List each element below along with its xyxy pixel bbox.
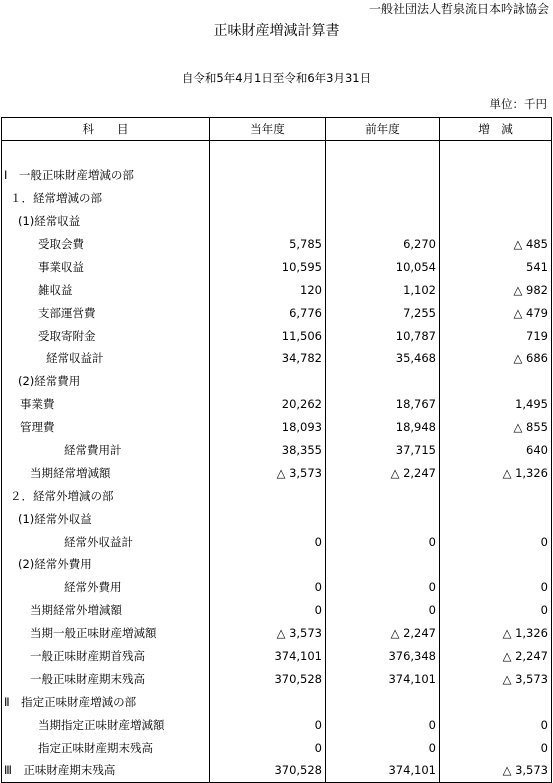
change-value: 0 bbox=[440, 736, 552, 759]
current-year-value: 374,101 bbox=[210, 645, 326, 668]
row-label: 経常収益計 bbox=[2, 347, 210, 370]
previous-year-value: △ 2,247 bbox=[326, 461, 440, 484]
previous-year-value: 6,270 bbox=[326, 233, 440, 256]
change-value: △ 1,326 bbox=[440, 622, 552, 645]
current-year-value: 370,528 bbox=[210, 667, 326, 690]
column-header-change: 増 減 bbox=[440, 118, 552, 141]
change-value bbox=[440, 370, 552, 393]
column-header-account: 科 目 bbox=[2, 118, 210, 141]
current-year-value: 0 bbox=[210, 576, 326, 599]
table-row bbox=[2, 439, 552, 462]
current-year-value bbox=[210, 187, 326, 210]
previous-year-value bbox=[326, 164, 440, 187]
previous-year-value bbox=[326, 690, 440, 713]
current-year-value bbox=[210, 553, 326, 576]
table-row bbox=[2, 690, 552, 713]
previous-year-value: 0 bbox=[326, 713, 440, 736]
previous-year-value: △ 2,247 bbox=[326, 622, 440, 645]
change-value: △ 1,326 bbox=[440, 461, 552, 484]
change-value: 0 bbox=[440, 530, 552, 553]
row-label: (2)経常費用 bbox=[2, 370, 210, 393]
current-year-value: 120 bbox=[210, 278, 326, 301]
current-year-value: 38,355 bbox=[210, 439, 326, 462]
row-label: 雑収益 bbox=[2, 278, 210, 301]
current-year-value: 370,528 bbox=[210, 759, 326, 782]
previous-year-value bbox=[326, 507, 440, 530]
unit-label: 単位：千円 bbox=[489, 97, 547, 111]
row-label: Ⅱ 指定正味財産増減の部 bbox=[2, 690, 210, 713]
table-row bbox=[2, 622, 552, 645]
change-value: △ 3,573 bbox=[440, 667, 552, 690]
row-label: 管理費 bbox=[2, 416, 210, 439]
row-label: 事業収益 bbox=[2, 255, 210, 278]
document-title: 正味財産増減計算書 bbox=[213, 23, 340, 39]
change-value bbox=[440, 187, 552, 210]
column-header-previous-year: 前年度 bbox=[326, 118, 440, 141]
table-row bbox=[2, 530, 552, 553]
row-label: 経常外費用 bbox=[2, 576, 210, 599]
table-row bbox=[2, 347, 552, 370]
change-value: △ 485 bbox=[440, 233, 552, 256]
table-row bbox=[2, 393, 552, 416]
change-value bbox=[440, 507, 552, 530]
table-row bbox=[2, 713, 552, 736]
row-label: ２．経常外増減の部 bbox=[2, 484, 210, 507]
row-label: 指定正味財産期末残高 bbox=[2, 736, 210, 759]
table-row bbox=[2, 645, 552, 668]
previous-year-value bbox=[326, 141, 440, 164]
previous-year-value: 18,767 bbox=[326, 393, 440, 416]
current-year-value bbox=[210, 210, 326, 233]
previous-year-value: 1,102 bbox=[326, 278, 440, 301]
row-label: １．経常増減の部 bbox=[2, 187, 210, 210]
previous-year-value bbox=[326, 210, 440, 233]
current-year-value: △ 3,573 bbox=[210, 461, 326, 484]
table-row bbox=[2, 667, 552, 690]
current-year-value bbox=[210, 141, 326, 164]
row-label: 当期経常増減額 bbox=[2, 461, 210, 484]
row-label: (1)経常外収益 bbox=[2, 507, 210, 530]
row-label bbox=[2, 141, 210, 164]
change-value bbox=[440, 484, 552, 507]
previous-year-value: 37,715 bbox=[326, 439, 440, 462]
row-label: 当期一般正味財産増減額 bbox=[2, 622, 210, 645]
header-row bbox=[2, 118, 552, 141]
table-row bbox=[2, 576, 552, 599]
table-row bbox=[2, 164, 552, 187]
current-year-value: 11,506 bbox=[210, 324, 326, 347]
table-row bbox=[2, 278, 552, 301]
row-label: Ⅲ 正味財産期末残高 bbox=[2, 759, 210, 782]
change-value bbox=[440, 164, 552, 187]
previous-year-value: 0 bbox=[326, 599, 440, 622]
current-year-value: 18,093 bbox=[210, 416, 326, 439]
previous-year-value bbox=[326, 370, 440, 393]
change-value: 0 bbox=[440, 576, 552, 599]
previous-year-value: 10,054 bbox=[326, 255, 440, 278]
previous-year-value: 35,468 bbox=[326, 347, 440, 370]
change-value: 1,495 bbox=[440, 393, 552, 416]
previous-year-value: 0 bbox=[326, 736, 440, 759]
table-row bbox=[2, 210, 552, 233]
current-year-value bbox=[210, 507, 326, 530]
current-year-value bbox=[210, 690, 326, 713]
change-value: △ 479 bbox=[440, 301, 552, 324]
row-label: 受取会費 bbox=[2, 233, 210, 256]
current-year-value: 5,785 bbox=[210, 233, 326, 256]
table-row bbox=[2, 301, 552, 324]
row-label: 一般正味財産期末残高 bbox=[2, 667, 210, 690]
table-row bbox=[2, 141, 552, 164]
previous-year-value: 0 bbox=[326, 530, 440, 553]
change-value: 640 bbox=[440, 439, 552, 462]
column-header-current-year: 当年度 bbox=[210, 118, 326, 141]
statement-table bbox=[1, 117, 552, 783]
change-value: △ 2,247 bbox=[440, 645, 552, 668]
current-year-value: 10,595 bbox=[210, 255, 326, 278]
current-year-value: 0 bbox=[210, 530, 326, 553]
table-row bbox=[2, 461, 552, 484]
row-label: 経常外収益計 bbox=[2, 530, 210, 553]
change-value bbox=[440, 141, 552, 164]
current-year-value bbox=[210, 370, 326, 393]
previous-year-value: 7,255 bbox=[326, 301, 440, 324]
previous-year-value bbox=[326, 187, 440, 210]
row-label: 一般正味財産期首残高 bbox=[2, 645, 210, 668]
table-row bbox=[2, 599, 552, 622]
previous-year-value bbox=[326, 553, 440, 576]
table-row bbox=[2, 484, 552, 507]
change-value bbox=[440, 553, 552, 576]
change-value: 541 bbox=[440, 255, 552, 278]
change-value bbox=[440, 210, 552, 233]
row-label: (2)経常外費用 bbox=[2, 553, 210, 576]
row-label: 事業費 bbox=[2, 393, 210, 416]
change-value: △ 3,573 bbox=[440, 759, 552, 782]
row-label: Ⅰ 一般正味財産増減の部 bbox=[2, 164, 210, 187]
row-label: 当期経常外増減額 bbox=[2, 599, 210, 622]
current-year-value: 20,262 bbox=[210, 393, 326, 416]
previous-year-value: 10,787 bbox=[326, 324, 440, 347]
change-value: △ 855 bbox=[440, 416, 552, 439]
current-year-value: 6,776 bbox=[210, 301, 326, 324]
current-year-value: △ 3,573 bbox=[210, 622, 326, 645]
change-value: 0 bbox=[440, 599, 552, 622]
table-row bbox=[2, 507, 552, 530]
row-label: 支部運営費 bbox=[2, 301, 210, 324]
change-value bbox=[440, 690, 552, 713]
table-row bbox=[2, 736, 552, 759]
previous-year-value: 376,348 bbox=[326, 645, 440, 668]
table-row bbox=[2, 759, 552, 782]
current-year-value: 34,782 bbox=[210, 347, 326, 370]
current-year-value bbox=[210, 164, 326, 187]
row-label: 当期指定正味財産増減額 bbox=[2, 713, 210, 736]
current-year-value: 0 bbox=[210, 736, 326, 759]
change-value: 0 bbox=[440, 713, 552, 736]
row-label: 受取寄附金 bbox=[2, 324, 210, 347]
row-label: 経常費用計 bbox=[2, 439, 210, 462]
change-value: 719 bbox=[440, 324, 552, 347]
change-value: △ 686 bbox=[440, 347, 552, 370]
previous-year-value: 18,948 bbox=[326, 416, 440, 439]
row-label: (1)経常収益 bbox=[2, 210, 210, 233]
current-year-value: 0 bbox=[210, 713, 326, 736]
table-row bbox=[2, 233, 552, 256]
previous-year-value: 0 bbox=[326, 576, 440, 599]
current-year-value bbox=[210, 484, 326, 507]
table-row bbox=[2, 324, 552, 347]
table-row bbox=[2, 187, 552, 210]
previous-year-value bbox=[326, 484, 440, 507]
table-row bbox=[2, 255, 552, 278]
table-row bbox=[2, 370, 552, 393]
previous-year-value: 374,101 bbox=[326, 759, 440, 782]
previous-year-value: 374,101 bbox=[326, 667, 440, 690]
table-row bbox=[2, 553, 552, 576]
table-row bbox=[2, 416, 552, 439]
organization-name: 一般社団法人哲泉流日本吟詠協会 bbox=[368, 2, 549, 16]
fiscal-period: 自令和5年4月1日至令和6年3月31日 bbox=[181, 71, 372, 85]
current-year-value: 0 bbox=[210, 599, 326, 622]
change-value: △ 982 bbox=[440, 278, 552, 301]
